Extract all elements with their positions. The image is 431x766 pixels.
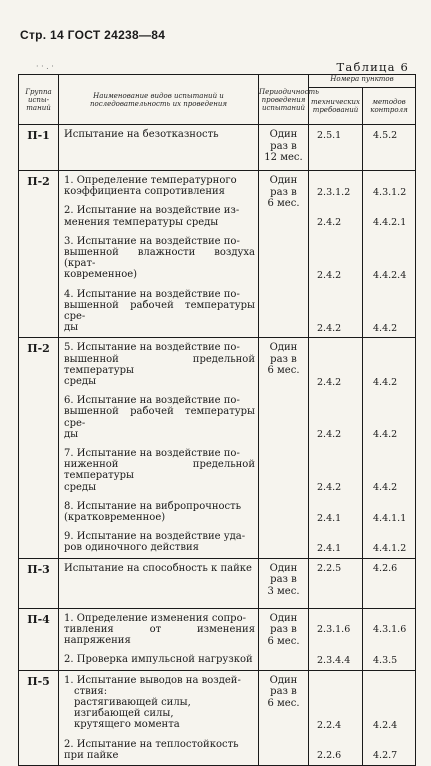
tech-number: 2.4.1 xyxy=(317,512,342,524)
test-name-line: ров одиночного действия xyxy=(64,542,199,554)
period-cell xyxy=(259,338,309,558)
test-name-cell xyxy=(59,558,259,608)
test-name-line: 9. Испытание на воздействие уда- xyxy=(64,531,246,543)
test-name-line: крутящего момента xyxy=(74,719,180,731)
test-name-line: 3. Испытание на воздействие по- xyxy=(64,235,240,247)
period-line: 6 мес. xyxy=(267,697,300,709)
test-name-cell xyxy=(59,670,259,765)
test-name-line: 2. Проверка импульсной нагрузкой xyxy=(64,654,253,666)
group-label: П-2 xyxy=(27,342,50,356)
test-name-line: ды xyxy=(64,428,79,440)
test-name-line: ды xyxy=(64,322,79,334)
period-line: 6 мес. xyxy=(267,635,300,647)
period-line: раз в xyxy=(270,686,297,697)
period-line: раз в xyxy=(270,140,297,152)
group-label: П-3 xyxy=(27,562,50,576)
method-number: 4.3.5 xyxy=(373,654,398,666)
test-name-line: вышенной рабочей температуры сре- xyxy=(64,406,255,429)
test-name-line: (кратковременное) xyxy=(64,512,166,524)
test-name-line: вышенной влажности воздуха (крат- xyxy=(64,247,255,270)
method-number: 4.4.2.4 xyxy=(373,269,407,281)
group-cell xyxy=(19,338,59,558)
group-cell xyxy=(19,171,59,338)
test-name-line: ниженной предельной температуры xyxy=(64,459,255,482)
method-cell xyxy=(363,338,416,558)
method-number: 4.4.2 xyxy=(373,482,398,494)
test-name-cell xyxy=(59,171,259,338)
method-cell xyxy=(363,171,416,338)
test-name-line: среды xyxy=(64,481,97,493)
method-cell xyxy=(363,608,416,670)
period-line: Один xyxy=(269,342,298,354)
test-name-line: 1. Определение изменения сопро- xyxy=(64,612,246,624)
tech-number: 2.3.4.4 xyxy=(317,654,351,666)
test-name-line: ствия: xyxy=(74,685,108,697)
method-cell xyxy=(363,558,416,608)
method-number: 4.4.2 xyxy=(373,376,398,388)
tech-number: 2.3.1.6 xyxy=(317,624,351,636)
test-name-line: ковременное) xyxy=(64,269,138,281)
spacer xyxy=(64,281,255,289)
period-cell xyxy=(259,608,309,670)
tech-number: 2.4.2 xyxy=(317,482,342,494)
group-label: П-1 xyxy=(27,129,50,142)
test-name-line: вышенной предельной температуры xyxy=(64,353,255,376)
tech-number: 2.3.1.2 xyxy=(317,186,351,198)
test-name-line: 6. Испытание на воздействие по- xyxy=(64,395,240,407)
test-name-line: 2. Испытание на воздействие из- xyxy=(64,205,240,217)
test-name-line: менения температуры среды xyxy=(64,216,219,228)
tech-cell xyxy=(309,338,363,558)
period-line: раз в xyxy=(270,574,297,586)
period-line: Один xyxy=(269,175,298,186)
tech-number: 2.4.2 xyxy=(317,429,342,441)
method-cell xyxy=(363,125,416,171)
period-line: 6 мес. xyxy=(267,198,300,209)
col-header-group: Группа испы-таний xyxy=(19,75,59,125)
col-header-tech: технических требований xyxy=(309,88,363,125)
period-line: 3 мес. xyxy=(267,585,300,597)
test-name-line: 2. Испытание на теплостойкость xyxy=(64,738,239,750)
method-number: 4.5.2 xyxy=(373,129,398,141)
col-header-period: Периодичность проведения испытаний xyxy=(259,75,309,125)
method-cell xyxy=(363,670,416,765)
table-row xyxy=(19,125,416,171)
page-header: Стр. 14 ГОСТ 24238—84 xyxy=(20,28,166,42)
period-cell xyxy=(259,171,309,338)
method-number: 4.2.4 xyxy=(373,719,398,731)
group-label: П-5 xyxy=(27,674,50,688)
col-header-points: Номера пунктов xyxy=(309,75,416,88)
test-name-line: 7. Испытание на воздействие по- xyxy=(64,448,240,460)
test-name-line: коэффициента сопротивления xyxy=(64,186,225,198)
tech-number: 2.2.5 xyxy=(317,563,342,575)
method-number: 4.2.7 xyxy=(373,750,398,762)
tech-cell xyxy=(309,125,363,171)
spacer xyxy=(64,440,255,448)
col-header-methods: методов контроля xyxy=(363,88,416,125)
group-cell xyxy=(19,608,59,670)
test-name-line: изгибающей силы, xyxy=(74,708,174,720)
test-name-line: 4. Испытание на воздействие по- xyxy=(64,288,240,300)
group-label: П-4 xyxy=(27,612,50,626)
margin-marks: · · . · xyxy=(36,62,54,71)
test-name-line: 1. Определение температурного xyxy=(64,175,237,186)
method-number: 4.4.2.1 xyxy=(373,217,407,229)
table-row xyxy=(19,338,416,558)
period-line: раз в xyxy=(270,186,297,198)
tech-number: 2.4.2 xyxy=(317,217,342,229)
test-name-line: при пайке xyxy=(64,749,119,761)
tech-number: 2.4.2 xyxy=(317,376,342,388)
group-cell xyxy=(19,125,59,171)
tech-number: 2.2.6 xyxy=(317,750,342,762)
method-number: 4.4.2 xyxy=(373,322,398,334)
table-row xyxy=(19,558,416,608)
test-name-line: Испытание на способность к пайке xyxy=(64,562,252,574)
method-number: 4.4.2 xyxy=(373,429,398,441)
group-label: П-2 xyxy=(27,175,50,188)
spacer xyxy=(64,197,255,205)
tech-cell xyxy=(309,558,363,608)
test-table xyxy=(18,74,416,766)
tech-cell xyxy=(309,670,363,765)
period-line: раз в xyxy=(270,624,297,636)
table-row xyxy=(19,608,416,670)
test-name-line: среды xyxy=(64,376,97,388)
spacer xyxy=(64,228,255,236)
method-number: 4.4.1.2 xyxy=(373,542,407,554)
period-line: Один xyxy=(269,674,298,686)
tech-cell xyxy=(309,171,363,338)
period-line: 6 мес. xyxy=(267,365,300,377)
test-name-line: Испытание на безотказность xyxy=(64,129,219,140)
period-cell xyxy=(259,125,309,171)
group-cell xyxy=(19,670,59,765)
test-name-line: 8. Испытание на вибропрочность xyxy=(64,500,242,512)
spacer xyxy=(64,731,255,739)
tech-number: 2.4.1 xyxy=(317,542,342,554)
col-header-name: Наименование видов испытаний и последовательность их проведения xyxy=(59,75,259,125)
tech-number: 2.4.2 xyxy=(317,322,342,334)
period-line: раз в xyxy=(270,353,297,365)
tech-cell xyxy=(309,608,363,670)
test-name-cell xyxy=(59,338,259,558)
test-name-line: вышенной рабочей температуры сре- xyxy=(64,299,255,323)
tech-number: 2.4.2 xyxy=(317,269,342,281)
test-name-line: растягивающей силы, xyxy=(74,696,191,708)
period-line: 12 мес. xyxy=(264,152,303,163)
test-name-line: 1. Испытание выводов на воздей- xyxy=(64,674,241,686)
method-number: 4.4.1.1 xyxy=(373,512,407,524)
group-cell xyxy=(19,558,59,608)
table-row xyxy=(19,171,416,338)
method-number: 4.3.1.6 xyxy=(373,624,407,636)
spacer xyxy=(64,493,255,501)
period-cell xyxy=(259,670,309,765)
test-name-cell xyxy=(59,608,259,670)
tech-number: 2.2.4 xyxy=(317,719,342,731)
method-number: 4.2.6 xyxy=(373,563,398,575)
spacer xyxy=(64,523,255,531)
test-name-line: 5. Испытание на воздействие по- xyxy=(64,342,240,354)
period-line: Один xyxy=(269,562,298,574)
table-row xyxy=(19,670,416,765)
table-caption: Таблица 6 xyxy=(336,60,409,74)
period-cell xyxy=(259,558,309,608)
period-line: Один xyxy=(269,129,298,140)
period-line: Один xyxy=(269,612,298,624)
spacer xyxy=(64,387,255,395)
test-name-line: тивления от изменения напряжения xyxy=(64,623,255,647)
test-name-cell xyxy=(59,125,259,171)
tech-number: 2.5.1 xyxy=(317,129,342,141)
spacer xyxy=(64,646,255,654)
method-number: 4.3.1.2 xyxy=(373,186,407,198)
